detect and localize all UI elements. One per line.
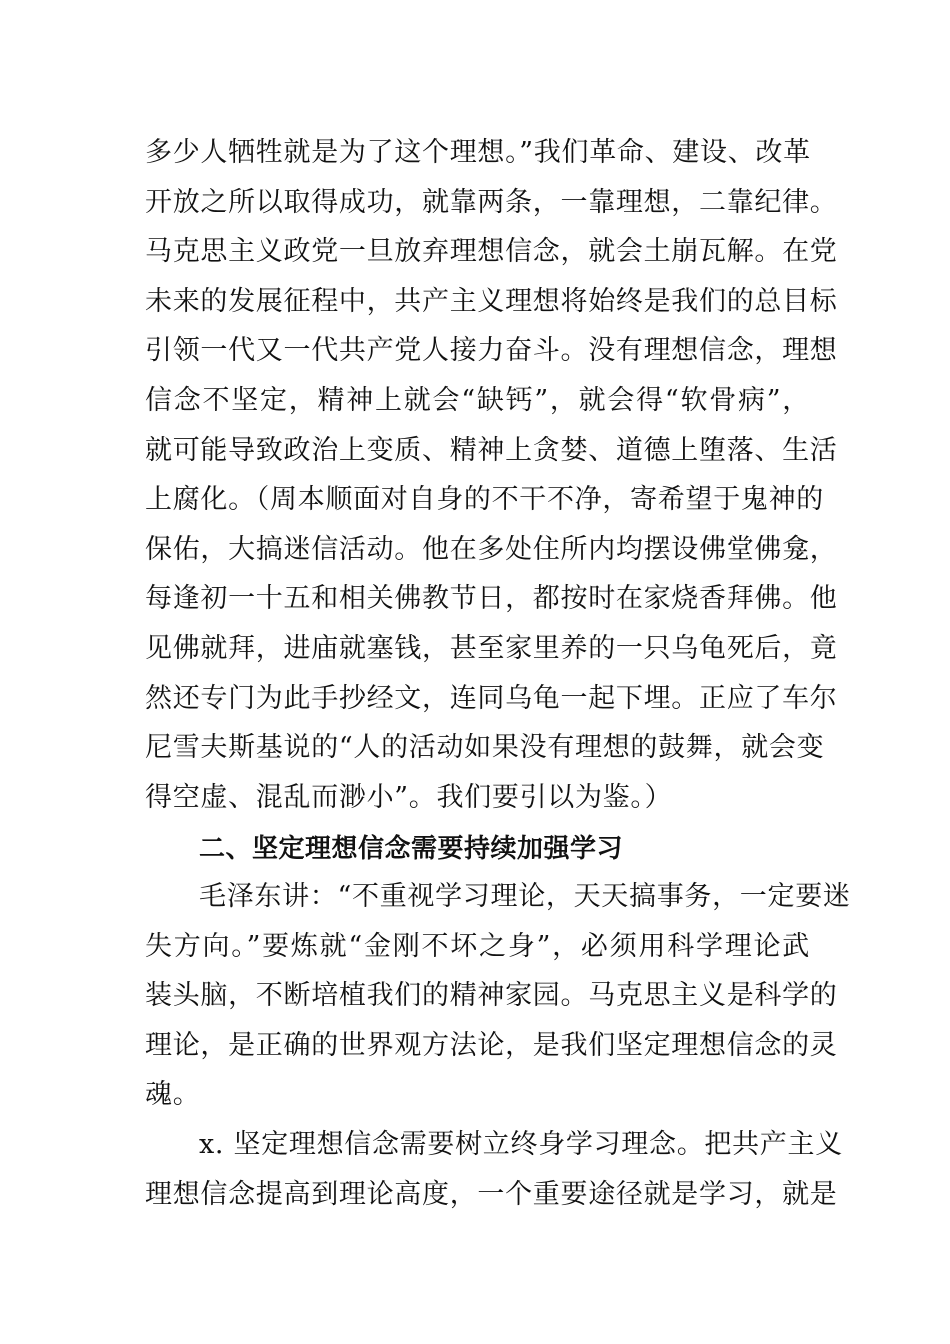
text-line: 得空虚、混乱而渺小”。我们要引以为鉴。）	[145, 781, 673, 813]
text-line: 信念不坚定，精神上就会“缺钙”，就会得“软骨病”，	[145, 384, 810, 416]
text-line: 每逢初一十五和相关佛教节日，都按时在家烧香拜佛。他	[145, 583, 838, 615]
text-line: 理论，是正确的世界观方法论，是我们坚定理想信念的灵	[145, 1029, 838, 1061]
text-line: 保佑，大搞迷信活动。他在多处住所内均摆设佛堂佛龛，	[145, 533, 838, 565]
text-line: 毛泽东讲：“不重视学习理论，天天搞事务，一定要迷	[199, 881, 851, 912]
text-line: 开放之所以取得成功，就靠两条，一靠理想，二靠纪律。	[145, 186, 838, 218]
text-line: 见佛就拜，进庙就塞钱，甚至家里养的一只乌龟死后，竟	[145, 632, 838, 664]
paragraph-mao-quote	[145, 872, 851, 1120]
text-line: 引领一代又一代共产党人接力奋斗。没有理想信念，理想	[145, 335, 838, 367]
text-line: 未来的发展征程中，共产主义理想将始终是我们的总目标	[145, 285, 838, 317]
text-line: 尼雪夫斯基说的“人的活动如果没有理想的鼓舞，就会变	[145, 732, 825, 764]
text-line: 理想信念提高到理论高度，一个重要途径就是学习，就是	[145, 1178, 838, 1210]
paragraph-lifelong-learning	[145, 1120, 843, 1219]
text-line: 就可能导致政治上变质、精神上贪婪、道德上堕落、生活	[145, 434, 838, 466]
text-line: 魂。	[145, 1079, 201, 1111]
text-line: 上腐化。（周本顺面对自身的不干不净，寄希望于鬼神的	[145, 484, 824, 516]
text-line: 多少人牺牲就是为了这个理想。”我们革命、建设、改革	[145, 137, 811, 168]
section-heading: 二、坚定理想信念需要持续加强学习	[199, 834, 624, 864]
paragraph-ideals	[145, 128, 838, 822]
text-line: 装头脑，不断培植我们的精神家园。马克思主义是科学的	[145, 980, 838, 1012]
text-line: 马克思主义政党一旦放弃理想信念，就会土崩瓦解。在党	[145, 236, 838, 268]
text-line: 然还专门为此手抄经文，连同乌龟一起下埋。正应了车尔	[145, 682, 838, 714]
text-line: 失方向。”要炼就“金刚不坏之身”，必须用科学理论武	[145, 930, 810, 962]
text-line: x. 坚定理想信念需要树立终身学习理念。把共产主义	[199, 1129, 843, 1160]
